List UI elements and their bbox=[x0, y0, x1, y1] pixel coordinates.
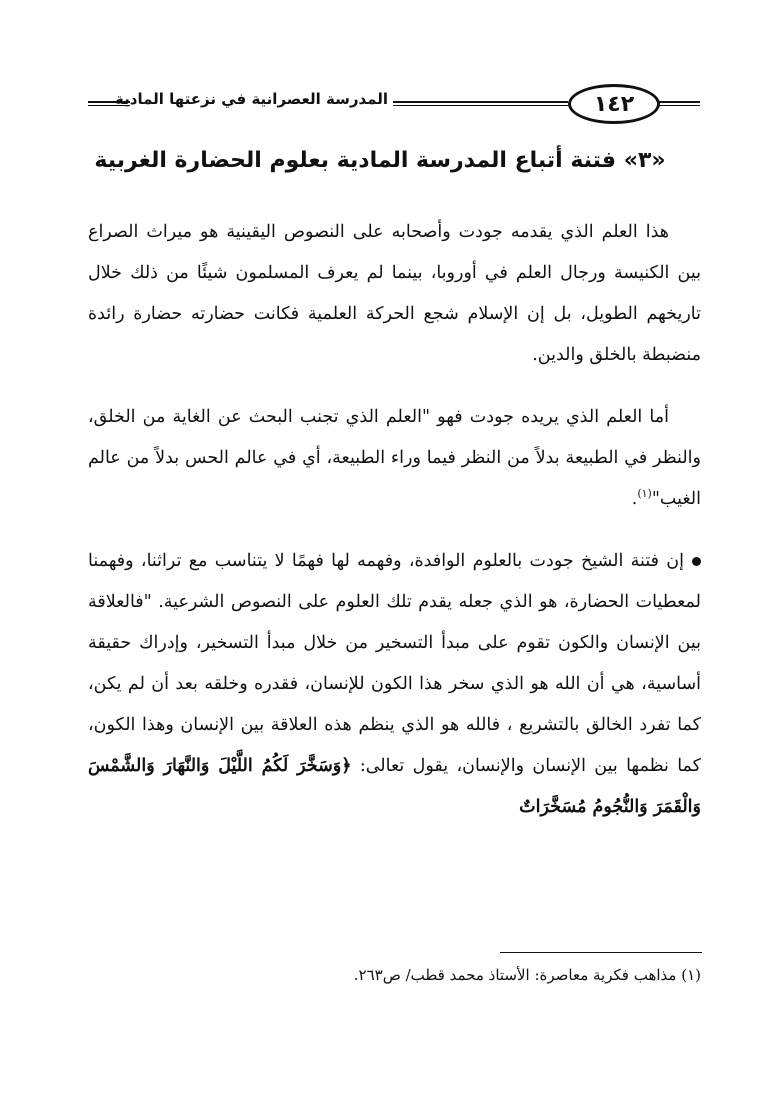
paragraph-2-end: . bbox=[631, 489, 638, 509]
page-number: ١٤٢ bbox=[593, 91, 635, 117]
footnote: (١) مذاهب فكرية معاصرة: الأستاذ محمد قطب/ ص٢٦٣. bbox=[353, 966, 701, 984]
paragraph-1-text: هذا العلم الذي يقدمه جودت وأصحابه على النصوص اليقينية هو ميراث الصراع بين الكنيسة ورجال العلم في أوروبا، بينما لم يعرف المسلمون شيئًا من ذلك خلال تاريخهم الطويل، بل إن الإسلام شجع الحركة العلمية فكانت حضارته حضارة رائدة منضبطة بالخلق والدين. bbox=[88, 222, 701, 365]
header-rule-middle bbox=[393, 101, 568, 106]
page-header bbox=[88, 84, 700, 128]
section-title: «٣» فتنة أتباع المدرسة المادية بعلوم الحضارة الغربية bbox=[94, 148, 666, 173]
header-rule-right bbox=[656, 101, 700, 106]
paragraph-3-text: إن فتنة الشيخ جودت بالعلوم الوافدة، وفهمه لها فهمًا لا يتناسب مع تراثنا، وفهمنا لمعطيات الحضارة، هو الذي جعله يقدم تلك العلوم على النصوص الشرعية. "فالعلاقة بين الإنسان والكون تقوم على مبدأ التسخير من خلال مبدأ التسخير، وإدراك حقيقة أساسية، هي أن الله هو الذي سخر هذا الكون للإنسان، فقدره وخلقه بعد أن لم يكن، كما تفرد الخالق بالتشريع ، فالله هو الذي ينظم هذه العلاقة بين الإنسان وهذا الكون، كما نظمها بين الإنسان والإنسان، يقول تعالى: bbox=[88, 551, 701, 776]
paragraph-1 bbox=[88, 212, 701, 376]
running-title: المدرسة العصرانية في نزعتها المادية bbox=[115, 90, 388, 108]
paragraph-3 bbox=[88, 541, 701, 828]
quran-verse: ﴿وَسَخَّرَ لَكُمُ اللَّيْلَ وَالنَّهَارَ وَالشَّمْسَ وَالْقَمَرَ وَالنُّجُومُ مُسَخَّرَاتٌ bbox=[88, 756, 701, 817]
bullet-icon bbox=[692, 557, 701, 566]
header-rule-left bbox=[88, 101, 130, 106]
paragraph-2-text: أما العلم الذي يريده جودت فهو "العلم الذي تجنب البحث عن الغاية من الخلق، والنظر في الطبيعة بدلاً من النظر فيما وراء الطبيعة، أي في عالم الحس بدلاً من عالم الغيب" bbox=[88, 407, 701, 509]
page-number-badge bbox=[568, 84, 660, 124]
paragraph-2 bbox=[88, 397, 701, 520]
footnote-reference: (١) bbox=[637, 487, 652, 501]
footnote-divider bbox=[500, 952, 702, 953]
body-text bbox=[88, 212, 701, 849]
